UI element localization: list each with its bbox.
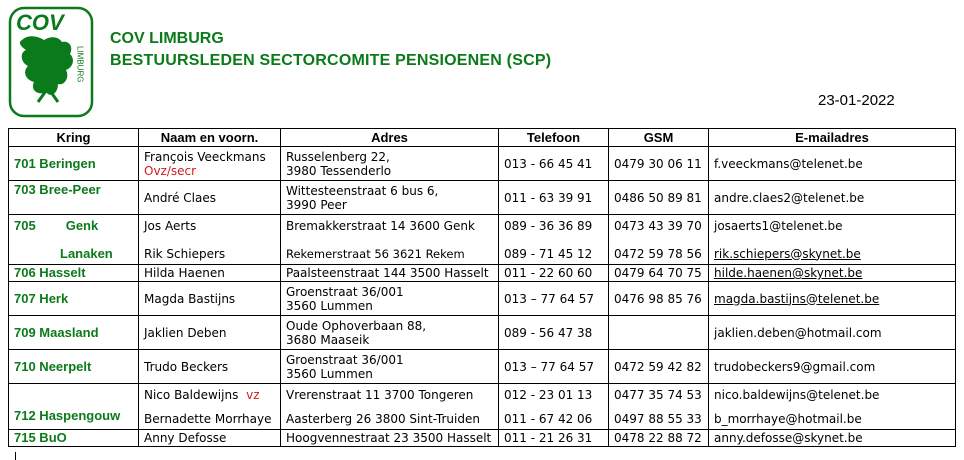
name-cell <box>139 215 281 265</box>
member-name: Rik Schiepers <box>144 246 226 261</box>
svg-text:LIMBURG: LIMBURG <box>75 46 85 83</box>
gsm-cell: 0472 59 42 82 <box>609 350 709 384</box>
name-cell: Magda Bastijns <box>139 282 281 316</box>
address-line: Wittesteenstraat 6 bus 6, <box>286 183 439 198</box>
name-cell: Jaklien Deben <box>139 316 281 350</box>
table-row <box>9 181 956 215</box>
email-link[interactable]: rik.schiepers@skynet.be <box>714 246 861 261</box>
kring-cell: 712 Haspengouw <box>9 384 139 430</box>
email-cell <box>709 215 956 265</box>
email-link[interactable]: josaerts1@telenet.be <box>714 218 843 233</box>
svg-text:COV: COV <box>16 10 64 35</box>
member-name-with-role <box>144 388 275 402</box>
address-line: Oude Ophoverbaan 88, <box>286 318 427 333</box>
table-row <box>9 384 956 430</box>
kring-cell: 706 Hasselt <box>9 265 139 282</box>
kring-cell: 710 Neerpelt <box>9 350 139 384</box>
phone-number: 089 - 71 45 12 <box>504 246 593 261</box>
member-role: Ovz/secr <box>144 163 197 178</box>
email-cell[interactable]: anny.defosse@skynet.be <box>709 430 956 447</box>
phone-cell <box>499 384 609 430</box>
address-cell <box>281 384 499 430</box>
gsm-cell <box>609 384 709 430</box>
email-link[interactable]: nico.baldewijns@telenet.be <box>714 387 880 402</box>
email-cell[interactable]: andre.claes2@telenet.be <box>709 181 956 215</box>
column-header-adres: Adres <box>281 129 499 147</box>
column-header-email: E-mailadres <box>709 129 956 147</box>
email-cell[interactable]: f.veeckmans@telenet.be <box>709 147 956 181</box>
member-name: Jos Aerts <box>144 218 197 233</box>
email-cell[interactable]: jaklien.deben@hotmail.com <box>709 316 956 350</box>
name-cell: André Claes <box>139 181 281 215</box>
kring-cell: 703 Bree-Peer <box>9 181 139 215</box>
address-cell <box>281 316 499 350</box>
phone-cell: 011 - 22 60 60 <box>499 265 609 282</box>
email-cell[interactable]: trudobeckers9@gmail.com <box>709 350 956 384</box>
name-cell: Trudo Beckers <box>139 350 281 384</box>
email-link[interactable]: b_morrhaye@hotmail.be <box>714 411 862 426</box>
org-title: COV LIMBURG <box>110 30 224 47</box>
address-line: Vrerenstraat 11 3700 Tongeren <box>286 387 474 402</box>
text-cursor <box>15 452 16 460</box>
phone-cell: 013 – 77 64 57 <box>499 282 609 316</box>
page-subtitle: BESTUURSLEDEN SECTORCOMITE PENSIOENEN (SCP) <box>110 52 552 69</box>
gsm-cell: 0478 22 88 72 <box>609 430 709 447</box>
address-line: Groenstraat 36/001 <box>286 284 404 299</box>
name-cell: Anny Defosse <box>139 430 281 447</box>
email-cell[interactable]: hilde.haenen@skynet.be <box>709 265 956 282</box>
gsm-number: 0477 35 74 53 <box>614 387 702 402</box>
table-header-row <box>9 129 956 147</box>
gsm-cell: 0479 30 06 11 <box>609 147 709 181</box>
gsm-number: 0473 43 39 70 <box>614 218 702 233</box>
name-cell: Hilda Haenen <box>139 265 281 282</box>
phone-number: 089 - 36 36 89 <box>504 218 593 233</box>
column-header-telefoon: Telefoon <box>499 129 609 147</box>
kring-name: Genk <box>65 217 99 233</box>
gsm-number: 0472 59 78 56 <box>614 246 702 261</box>
phone-cell: 011 - 63 39 91 <box>499 181 609 215</box>
address-line: Russelenberg 22, <box>286 149 390 164</box>
address-cell <box>281 282 499 316</box>
cov-limburg-logo <box>8 6 94 118</box>
address-cell <box>281 215 499 265</box>
address-line: 3980 Tessenderlo <box>286 163 392 178</box>
column-header-gsm: GSM <box>609 129 709 147</box>
phone-cell: 089 - 56 47 38 <box>499 316 609 350</box>
table-row <box>9 430 956 447</box>
email-cell[interactable]: magda.bastijns@telenet.be <box>709 282 956 316</box>
kring-cell: 709 Maasland <box>9 316 139 350</box>
member-name: Bernadette Morrhaye <box>144 411 272 426</box>
address-line: 3680 Maaseik <box>286 332 370 347</box>
kring-name: Lanaken <box>60 245 113 261</box>
phone-number: 011 - 67 42 06 <box>504 411 593 426</box>
address-line: 3560 Lummen <box>286 298 373 313</box>
name-cell <box>139 384 281 430</box>
address-line: Bremakkerstraat 14 3600 Genk <box>286 218 475 233</box>
address-line: Groenstraat 36/001 <box>286 352 404 367</box>
phone-cell <box>499 215 609 265</box>
member-name: Nico Baldewijns <box>144 387 239 402</box>
phone-cell: 011 - 21 26 31 <box>499 430 609 447</box>
table-row <box>9 265 956 282</box>
document-date: 23-01-2022 <box>818 92 895 109</box>
table-row <box>9 215 956 265</box>
kring-cell: 715 BuO <box>9 430 139 447</box>
gsm-cell: 0476 98 85 76 <box>609 282 709 316</box>
address-line: Rekemerstraat 56 3621 Rekem <box>286 246 465 261</box>
gsm-cell <box>609 215 709 265</box>
email-cell <box>709 384 956 430</box>
gsm-cell: 0486 50 89 81 <box>609 181 709 215</box>
address-line: 3990 Peer <box>286 197 347 212</box>
table-row <box>9 316 956 350</box>
member-role: vz <box>246 387 260 402</box>
address-line: 3560 Lummen <box>286 366 373 381</box>
address-cell <box>281 350 499 384</box>
address-cell: Hoogvennestraat 23 3500 Hasselt <box>281 430 499 447</box>
kring-cell: 701 Beringen <box>9 147 139 181</box>
address-line: Aasterberg 26 3800 Sint-Truiden <box>286 411 480 426</box>
table-row <box>9 282 956 316</box>
address-cell <box>281 181 499 215</box>
phone-cell: 013 – 77 64 57 <box>499 350 609 384</box>
gsm-cell <box>609 316 709 350</box>
column-header-naam: Naam en voorn. <box>139 129 281 147</box>
column-header-kring: Kring <box>9 129 139 147</box>
phone-cell: 013 - 66 45 41 <box>499 147 609 181</box>
kring-number: 705 <box>14 217 36 233</box>
member-name: François Veeckmans <box>144 149 266 164</box>
gsm-cell: 0479 64 70 75 <box>609 265 709 282</box>
address-cell <box>281 147 499 181</box>
name-cell <box>139 147 281 181</box>
table-row <box>9 147 956 181</box>
gsm-number: 0497 88 55 33 <box>614 411 702 426</box>
table-row <box>9 350 956 384</box>
phone-number: 012 - 23 01 13 <box>504 387 593 402</box>
board-members-table <box>8 128 956 447</box>
kring-cell: 707 Herk <box>9 282 139 316</box>
address-cell: Paalsteenstraat 144 3500 Hasselt <box>281 265 499 282</box>
kring-cell <box>9 215 139 265</box>
